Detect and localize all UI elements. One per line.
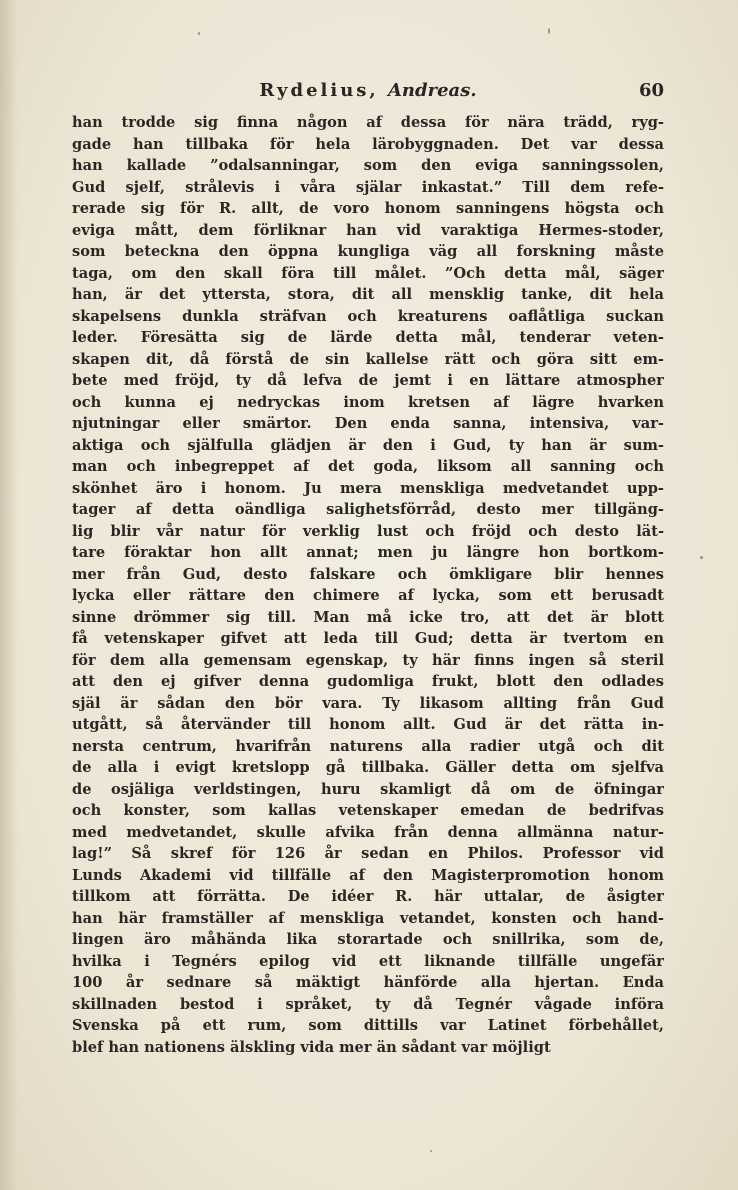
paper-speck (430, 1150, 432, 1152)
text-line: Lunds Akademi vid tillfälle af den Magisterpromotion honom (72, 866, 664, 884)
paper-speck (700, 556, 703, 559)
text-line: de alla i evigt kretslopp gå tillbaka. Gäller detta om sjelfva (72, 759, 664, 776)
text-line: han här framställer af menskliga vetandet, konsten och hand- (72, 909, 664, 927)
header-author-given: Andreas. (387, 80, 477, 101)
text-line: lag!” Så skref för 126 år sedan en Philos. Professor vid (72, 845, 664, 862)
text-line: rerade sig för R. allt, de voro honom sanningens högsta och (72, 200, 664, 217)
text-line: taga, om den skall föra till målet. ”Och detta mål, säger (72, 264, 664, 282)
text-line: hvilka i Tegnérs epilog vid ett liknande tillfälle ungefär (72, 952, 664, 970)
text-line: njutningar eller smärtor. Den enda sanna, intensiva, var- (72, 415, 664, 432)
body-text (72, 112, 664, 1132)
paper-speck (548, 28, 550, 34)
text-line: för dem alla gemensam egenskap, ty här finns ingen så steril (72, 651, 664, 669)
header-title (72, 80, 664, 101)
text-line: 100 år sednare så mäktigt hänförde alla hjertan. Enda (72, 974, 664, 991)
text-line: han trodde sig finna någon af dessa för nära trädd, ryg- (72, 114, 664, 131)
text-line: lingen äro måhända lika storartade och snillrika, som de, (72, 931, 664, 948)
text-line: mer från Gud, desto falskare och ömkligare blir hennes (72, 565, 664, 583)
text-line: som beteckna den öppna kungliga väg all forskning måste (72, 243, 664, 260)
running-header (72, 80, 664, 106)
text-line: gade han tillbaka för hela lärobyggnaden. Det var dessa (72, 135, 664, 153)
text-line: blef han nationens älskling vida mer än sådant var möjligt (72, 1038, 551, 1056)
text-line: tillkom att förrätta. De idéer R. här uttalar, de åsigter (72, 888, 664, 905)
text-line: med medvetandet, skulle afvika från denna allmänna natur- (72, 823, 664, 841)
page-number: 60 (638, 80, 664, 101)
paper-speck (198, 32, 200, 35)
text-line: sinne drömmer sig till. Man må icke tro, att det är blott (72, 608, 664, 626)
header-author-name: Rydelius, (259, 80, 379, 101)
text-line: man och inbegreppet af det goda, liksom all sanning och (72, 458, 664, 475)
text-line: att den ej gifver denna gudomliga frukt, blott den odlades (72, 673, 664, 690)
text-line: och kunna ej nedryckas inom kretsen af lägre hvarken (72, 393, 664, 411)
text-line: skapelsens dunkla sträfvan och kreaturens oaflåtliga suckan (72, 307, 664, 325)
text-line: aktiga och själfulla glädjen är den i Gud, ty han är sum- (72, 436, 664, 454)
text-line: lycka eller rättare den chimere af lycka, som ett berusadt (72, 587, 664, 604)
text-line: utgått, så återvänder till honom allt. Gud är det rätta in- (72, 716, 664, 733)
text-line: han kallade ”odalsanningar, som den eviga sanningssolen, (72, 157, 664, 174)
text-line: leder. Föresätta sig de lärde detta mål, tenderar veten- (72, 329, 664, 346)
text-line: eviga mått, dem förliknar han vid varaktiga Hermes-stoder, (72, 221, 664, 239)
page-gutter-shadow (0, 0, 18, 1190)
text-line: bete med fröjd, ty då lefva de jemt i en lättare atmospher (72, 372, 664, 389)
text-line: själ är sådan den bör vara. Ty likasom allting från Gud (72, 694, 664, 712)
text-line: Gud sjelf, strålevis i våra själar inkastat.” Till dem refe- (72, 178, 664, 196)
text-line: skillnaden bestod i språket, ty då Tegnér vågade införa (72, 995, 664, 1013)
text-line: de osjäliga verldstingen, huru skamligt då om de öfningar (72, 780, 664, 798)
text-line: skönhet äro i honom. Ju mera menskliga medvetandet upp- (72, 479, 664, 497)
text-line: tare föraktar hon allt annat; men ju längre hon bortkom- (72, 544, 664, 561)
text-line: skapen dit, då förstå de sin kallelse rätt och göra sitt em- (72, 350, 664, 368)
text-line: han, är det yttersta, stora, dit all mensklig tanke, dit hela (72, 286, 664, 303)
text-line: nersta centrum, hvarifrån naturens alla radier utgå och dit (72, 737, 664, 755)
text-line: Svenska på ett rum, som dittills var Latinet förbehållet, (72, 1017, 664, 1034)
text-line: få vetenskaper gifvet att leda till Gud; detta är tvertom en (72, 630, 664, 647)
text-line: lig blir vår natur för verklig lust och fröjd och desto lät- (72, 522, 664, 540)
text-line: och konster, som kallas vetenskaper emedan de bedrifvas (72, 802, 664, 819)
text-line: tager af detta oändliga salighetsförråd, desto mer tillgäng- (72, 501, 664, 518)
